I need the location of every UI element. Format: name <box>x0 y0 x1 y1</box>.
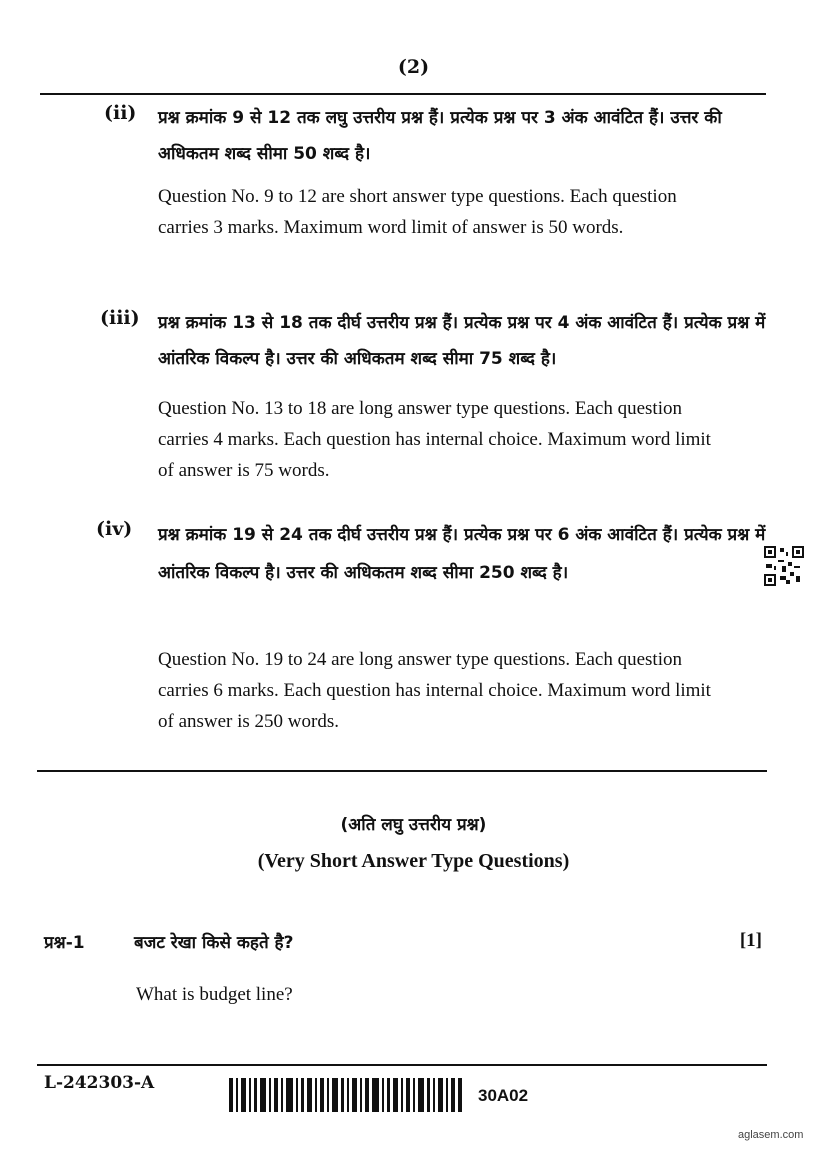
instruction-english: Question No. 13 to 18 are long answer type questions. Each question carries 4 marks. Each question has internal choice. Maximum word limit of answer is 75 words. <box>158 398 711 481</box>
section-title-english: (Very Short Answer Type Questions) <box>257 850 570 872</box>
footer-paper-code: 30A02 <box>478 1086 529 1105</box>
instruction-hindi: प्रश्न क्रमांक 9 से 12 तक लघु उत्तरीय प्रश्न हैं। प्रत्येक प्रश्न पर 3 अंक आवंटित हैं। उत्तर की अधिकतम शब्द सीमा 50 शब्द है। <box>158 108 722 164</box>
instruction-hindi: प्रश्न क्रमांक 13 से 18 तक दीर्घ उत्तरीय प्रश्न हैं। प्रत्येक प्रश्न पर 4 अंक आवंटित हैं। प्रत्येक प्रश्न में आंतरिक विकल्प है। उत्तर की अधिकतम शब्द सीमा 75 शब्द है। <box>158 313 766 369</box>
watermark: aglasem.com <box>738 1129 804 1141</box>
qr-code <box>764 546 804 586</box>
barcode <box>229 1078 462 1112</box>
top-rule <box>40 93 766 95</box>
section-title-hindi: (अति लघु उत्तरीय प्रश्न) <box>340 815 487 835</box>
question-1 <box>44 930 766 1010</box>
question-hindi: बजट रेखा किसे कहते है? <box>134 933 294 953</box>
question-english: What is budget line? <box>136 984 293 1005</box>
instruction-iv <box>90 516 770 746</box>
footer-rule <box>37 1064 767 1066</box>
instruction-english: Question No. 9 to 12 are short answer type questions. Each question carries 3 marks. Maximum word limit of answer is 50 words. <box>158 186 677 238</box>
instruction-number: (ii) <box>104 102 137 124</box>
page-number: (2) <box>397 56 430 78</box>
instruction-number: (iii) <box>100 307 140 329</box>
instruction-iii <box>90 305 770 490</box>
question-label: प्रश्न-1 <box>44 933 85 953</box>
section-rule <box>37 770 767 772</box>
instruction-ii <box>90 100 770 280</box>
question-marks: [1] <box>739 930 762 951</box>
instruction-number: (iv) <box>96 518 133 540</box>
footer-code: L-242303-A <box>44 1073 155 1093</box>
instruction-english: Question No. 19 to 24 are long answer type questions. Each question carries 6 marks. Each question has internal choice. Maximum word limit of answer is 250 words. <box>158 649 711 732</box>
instruction-hindi: प्रश्न क्रमांक 19 से 24 तक दीर्घ उत्तरीय प्रश्न हैं। प्रत्येक प्रश्न पर 6 अंक आवंटित हैं। प्रत्येक प्रश्न में आंतरिक विकल्प है। उत्तर की अधिकतम शब्द सीमा 250 शब्द है। <box>158 525 766 583</box>
